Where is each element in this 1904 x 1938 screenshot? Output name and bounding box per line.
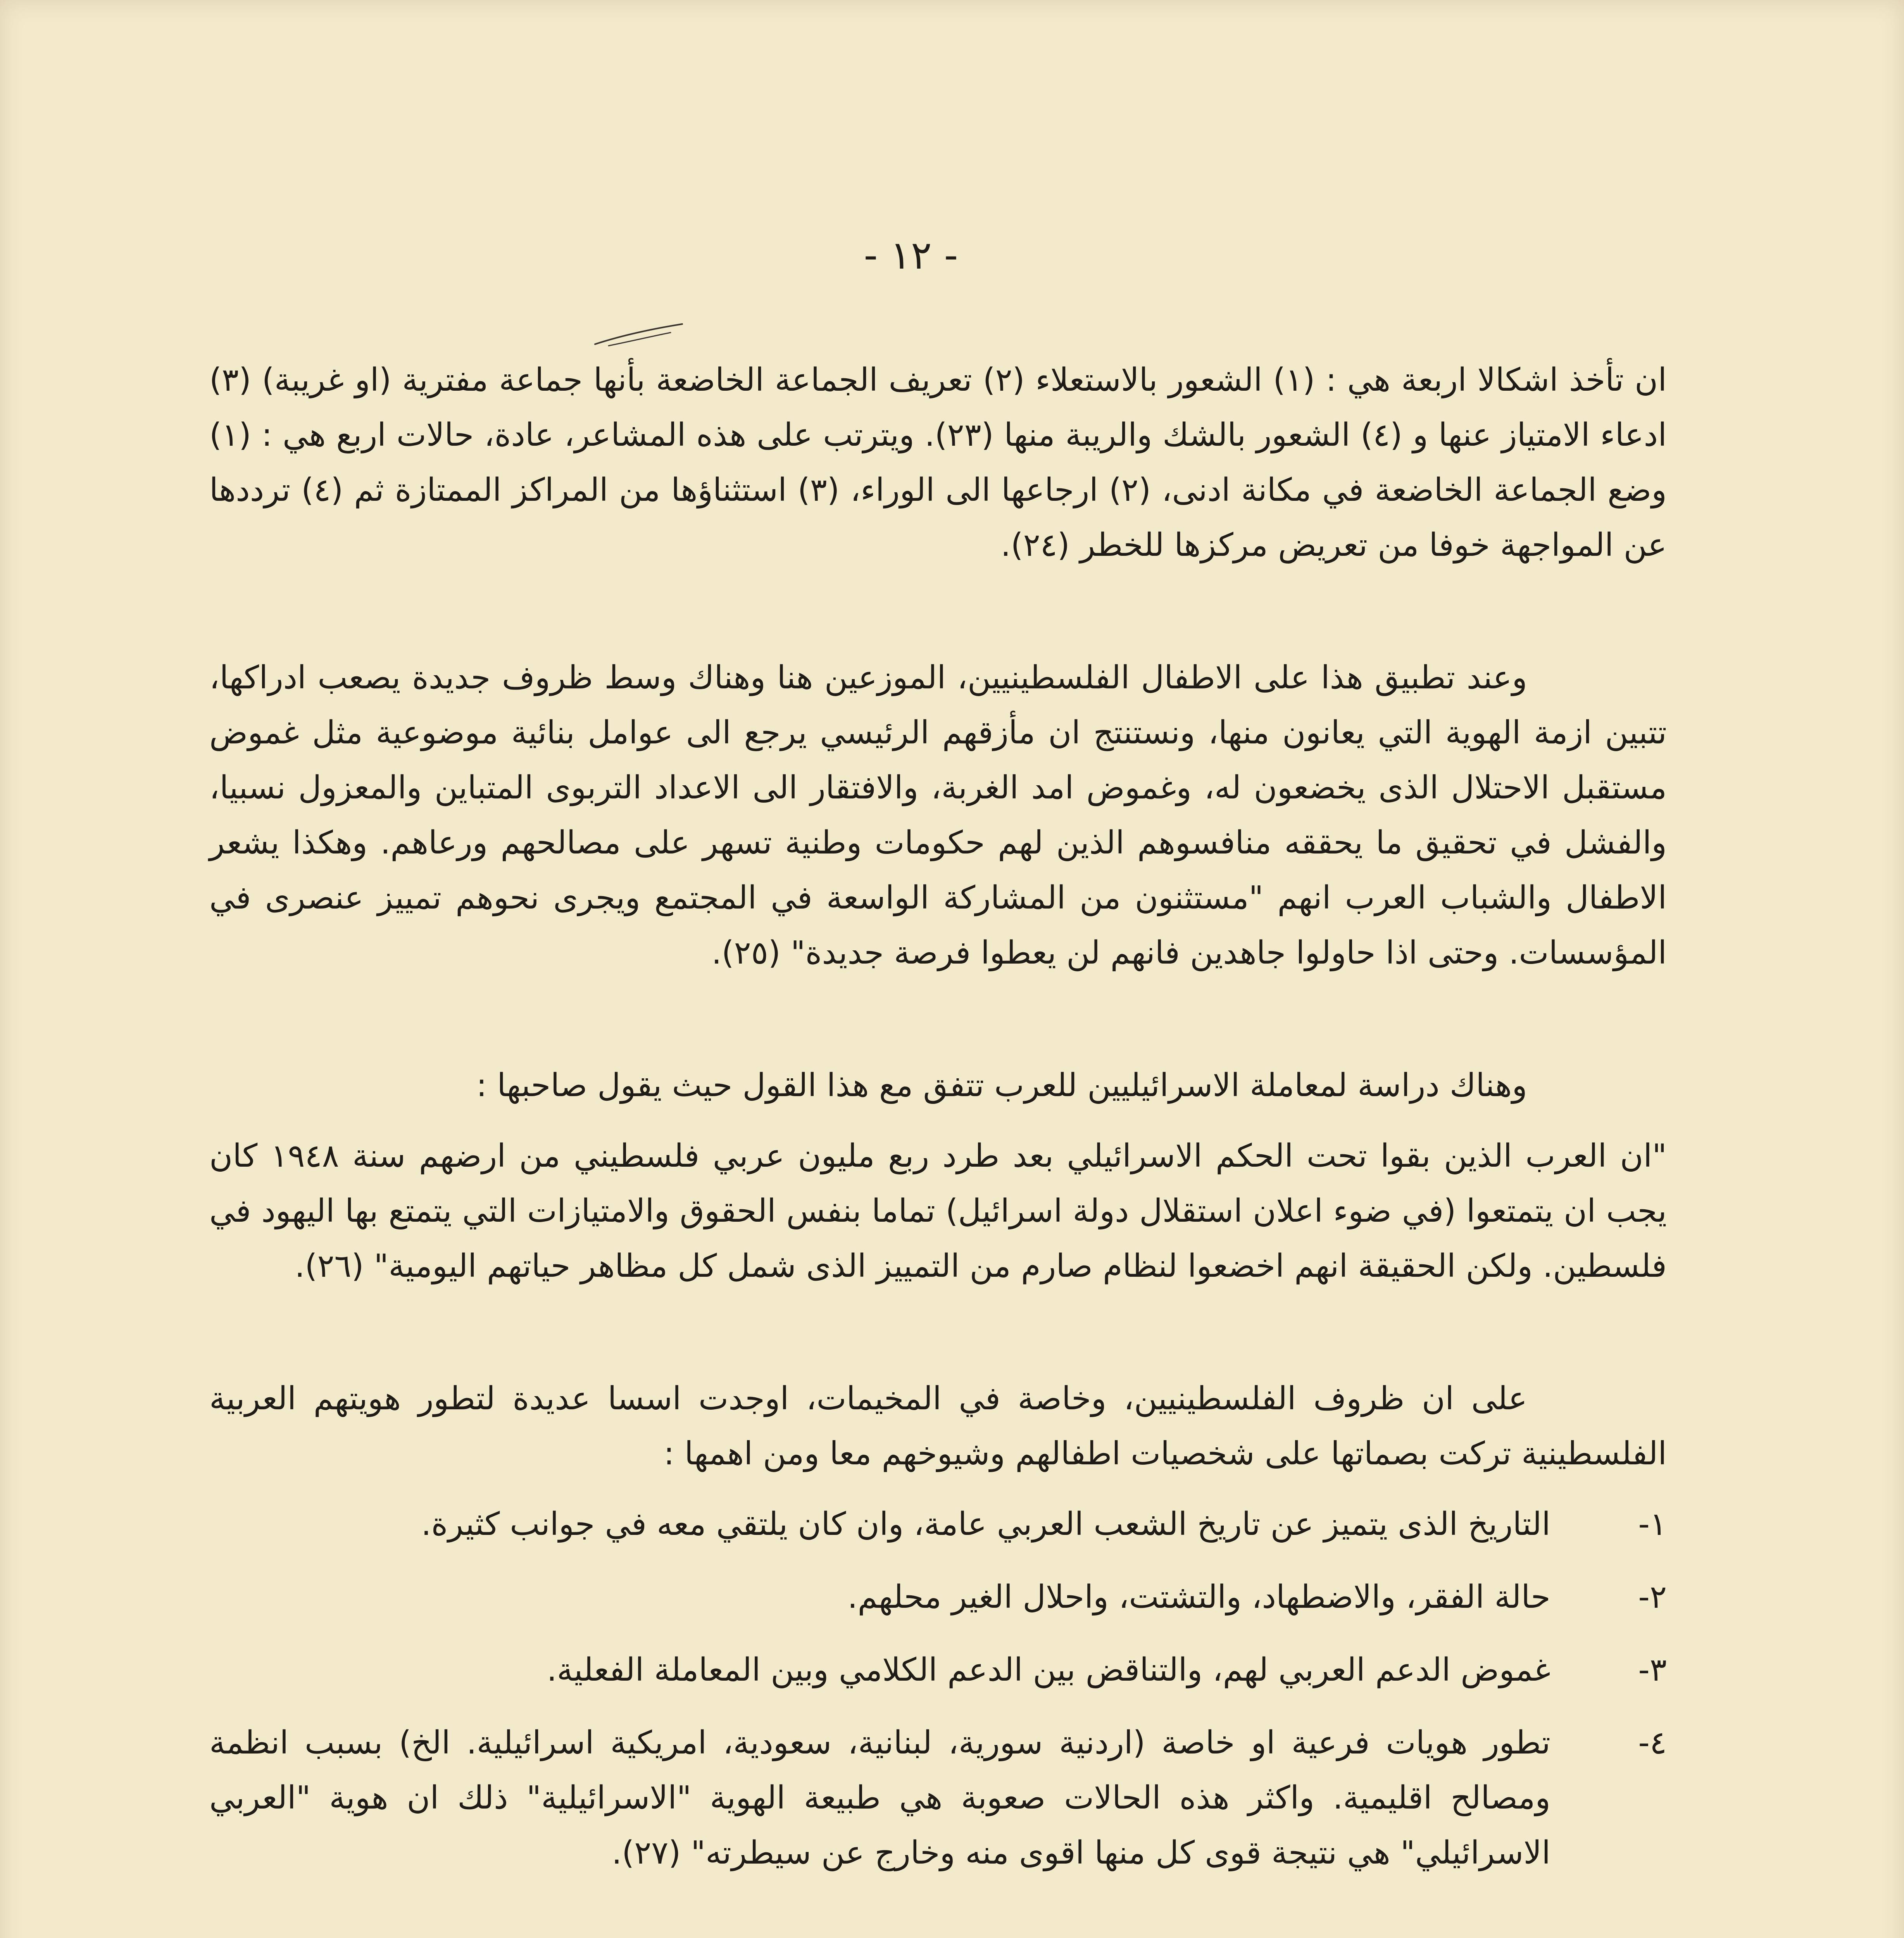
page-number: - ١٢ - xyxy=(864,233,958,278)
paragraph-list-intro: على ان ظروف الفلسطينيين، وخاصة في المخيمات، اوجدت اسسا عديدة لتطور هويتهم العربية الفلسطينية تركت بصماتها على شخصيات اطفالهم وشيوخهم معا ومن اهمها : xyxy=(209,1380,1667,1472)
identity-factors-list xyxy=(209,1497,1667,1881)
list-item-number: ٣- xyxy=(1638,1652,1667,1688)
list-item-number: ٤- xyxy=(1638,1724,1667,1761)
list-item-text: تطور هويات فرعية او خاصة (اردنية سورية، لبنانية، سعودية، امريكية اسرائيلية. الخ) بسبب انظمة ومصالح اقليمية. واكثر هذه الحالات صعوبة هي طبيعة الهوية "الاسرائيلية" ذلك ان هوية "العربي الاسرائيلي" هي نتيجة قوى كل منها اقوى منه وخارج عن سيطرته" (٢٧). xyxy=(209,1724,1550,1871)
list-item-text: التاريخ الذى يتميز عن تاريخ الشعب العربي عامة، وان كان يلتقي معه في جوانب كثيرة. xyxy=(421,1506,1550,1543)
paragraph-palestinian-children: وعند تطبيق هذا على الاطفال الفلسطينيين، الموزعين هنا وهناك وسط ظروف جديدة يصعب ادراكها، تتبين ازمة الهوية التي يعانون منها، ونستنتج ان مأزقهم الرئيسي يرجع الى عوامل بنائية موضوعية مثل غموض مستقبل الاحتلال الذى يخضعون له، وغموض امد الغربة، والافتقار الى الاعداد التربوى المتباين والمعزول نسبيا، والفشل في تحقيق ما يحققه منافسوهم الذين لهم حكومات وطنية تسهر على مصالحهم ورعاهم. وهكذا يشعر الاطفال والشباب العرب انهم "مستثنون من المشاركة الواسعة في المجتمع ويجرى نحوهم تمييز عنصرى في المؤسسات. وحتى اذا حاولوا جاهدين فانهم لن يعطوا فرصة جديدة" (٢٥). xyxy=(209,659,1667,971)
list-item xyxy=(209,1570,1667,1625)
paragraph-quotation: "ان العرب الذين بقوا تحت الحكم الاسرائيلي بعد طرد ربع مليون عربي فلسطيني من ارضهم سنة ١٩٤٨ كان يجب ان يتمتعوا (في ضوء اعلان استقلال دولة اسرائيل) تماما بنفس الحقوق والامتيازات التي يتمتع بها اليهود في فلسطين. ولكن الحقيقة انهم اخضعوا لنظام صارم من التمييز الذى شمل كل مظاهر حياتهم اليومية" (٢٦). xyxy=(209,1138,1667,1285)
list-item-text: غموض الدعم العربي لهم، والتناقض بين الدعم الكلامي وبين المعاملة الفعلية. xyxy=(547,1652,1550,1688)
list-item-number: ١- xyxy=(1638,1506,1667,1543)
list-item xyxy=(209,1497,1667,1552)
paragraph-identity-forms: ان تأخذ اشكالا اربعة هي : (١) الشعور بالاستعلاء (٢) تعريف الجماعة الخاضعة بأنها جماعة مفترية (او غريبة) (٣) ادعاء الامتياز عنها و (٤) الشعور بالشك والريبة منها (٢٣). ويترتب على هذه المشاعر، عادة، حالات اربع هي : (١) وضع الجماعة الخاضعة في مكانة ادنى، (٢) ارجاعها الى الوراء، (٣) استثناؤها من المراكز الممتازة ثم (٤) ترددها عن المواجهة خوفا من تعريض مركزها للخطر (٢٤). xyxy=(209,362,1667,564)
pen-stroke-mark xyxy=(593,322,686,353)
list-item-text: حالة الفقر، والاضطهاد، والتشتت، واحلال الغير محلهم. xyxy=(847,1579,1550,1616)
list-item xyxy=(209,1643,1667,1698)
list-item xyxy=(209,1716,1667,1881)
list-item-number: ٢- xyxy=(1638,1579,1667,1616)
document-body xyxy=(209,353,1667,1898)
paragraph-study-intro: وهناك دراسة لمعاملة الاسرائيليين للعرب تتفق مع هذا القول حيث يقول صاحبها : xyxy=(476,1067,1527,1104)
